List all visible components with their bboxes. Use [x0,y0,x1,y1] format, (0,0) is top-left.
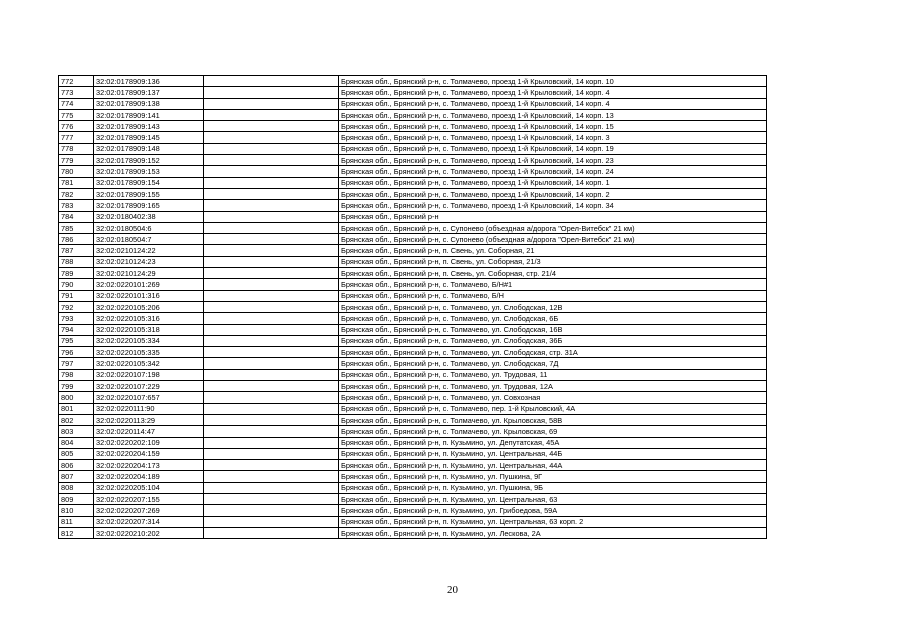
address: Брянская обл., Брянский р-н, с. Толмачево, Б/Н#1 [339,279,767,290]
empty-cell [204,166,339,177]
cadastral-number: 32:02:0220204:189 [94,471,204,482]
row-number: 812 [59,527,94,538]
address: Брянская обл., Брянский р-н, с. Толмачево, ул. Крыловская, 58В [339,414,767,425]
address: Брянская обл., Брянский р-н, с. Толмачево, ул. Крыловская, 69 [339,426,767,437]
address: Брянская обл., Брянский р-н, п. Кузьмино, ул. Центральная, 63 [339,493,767,504]
table-row [59,166,767,177]
address: Брянская обл., Брянский р-н, с. Толмачево, проезд 1-й Крыловский, 14 корп. 1 [339,177,767,188]
cadastral-number: 32:02:0220105:334 [94,335,204,346]
empty-cell [204,493,339,504]
cadastral-number: 32:02:0220105:342 [94,358,204,369]
table-row [59,313,767,324]
cadastral-number: 32:02:0180504:6 [94,222,204,233]
address: Брянская обл., Брянский р-н, с. Толмачево, проезд 1-й Крыловский, 14 корп. 19 [339,143,767,154]
empty-cell [204,268,339,279]
row-number: 796 [59,347,94,358]
empty-cell [204,471,339,482]
address: Брянская обл., Брянский р-н, с. Толмачево, проезд 1-й Крыловский, 14 корп. 3 [339,132,767,143]
cadastral-number: 32:02:0178909:165 [94,200,204,211]
cadastral-number: 32:02:0220207:314 [94,516,204,527]
row-number: 790 [59,279,94,290]
address: Брянская обл., Брянский р-н, с. Толмачево, ул. Слободская, 16В [339,324,767,335]
row-number: 785 [59,222,94,233]
table-row [59,155,767,166]
empty-cell [204,155,339,166]
row-number: 801 [59,403,94,414]
cadastral-number: 32:02:0220107:198 [94,369,204,380]
empty-cell [204,188,339,199]
row-number: 789 [59,268,94,279]
empty-cell [204,369,339,380]
address: Брянская обл., Брянский р-н, с. Толмачево, проезд 1-й Крыловский, 14 корп. 34 [339,200,767,211]
row-number: 792 [59,301,94,312]
empty-cell [204,279,339,290]
table-row [59,335,767,346]
row-number: 804 [59,437,94,448]
table-row [59,132,767,143]
table-row [59,460,767,471]
cadastral-number: 32:02:0220105:316 [94,313,204,324]
table-row [59,471,767,482]
table-row [59,414,767,425]
row-number: 807 [59,471,94,482]
row-number: 773 [59,87,94,98]
row-number: 808 [59,482,94,493]
table-row [59,256,767,267]
cadastral-number: 32:02:0178909:137 [94,87,204,98]
cadastral-number: 32:02:0220205:104 [94,482,204,493]
table-row [59,234,767,245]
table-row [59,426,767,437]
address: Брянская обл., Брянский р-н, п. Кузьмино, ул. Пушкина, 9Г [339,471,767,482]
row-number: 788 [59,256,94,267]
table-row [59,98,767,109]
empty-cell [204,313,339,324]
cadastral-register-table [58,75,767,539]
cadastral-number: 32:02:0220114:47 [94,426,204,437]
cadastral-number: 32:02:0220107:657 [94,392,204,403]
empty-cell [204,392,339,403]
empty-cell [204,516,339,527]
row-number: 786 [59,234,94,245]
empty-cell [204,177,339,188]
address: Брянская обл., Брянский р-н, с. Супонево (объездная а/дорога "Орел-Витебск" 21 км) [339,234,767,245]
address: Брянская обл., Брянский р-н, с. Толмачево, ул. Слободская, 6Б [339,313,767,324]
cadastral-number: 32:02:0178909:145 [94,132,204,143]
cadastral-number: 32:02:0220207:269 [94,505,204,516]
address: Брянская обл., Брянский р-н, с. Толмачево, ул. Слободская, стр. 31А [339,347,767,358]
empty-cell [204,426,339,437]
cadastral-number: 32:02:0220105:318 [94,324,204,335]
cadastral-number: 32:02:0220101:316 [94,290,204,301]
address: Брянская обл., Брянский р-н, с. Толмачево, ул. Трудовая, 11 [339,369,767,380]
empty-cell [204,98,339,109]
cadastral-number: 32:02:0210124:29 [94,268,204,279]
empty-cell [204,347,339,358]
row-number: 805 [59,448,94,459]
address: Брянская обл., Брянский р-н, п. Кузьмино, ул. Пушкина, 9Б [339,482,767,493]
table-row [59,290,767,301]
empty-cell [204,234,339,245]
table-row [59,76,767,87]
row-number: 782 [59,188,94,199]
row-number: 778 [59,143,94,154]
row-number: 809 [59,493,94,504]
row-number: 772 [59,76,94,87]
address: Брянская обл., Брянский р-н, п. Кузьмино, ул. Депутатская, 45А [339,437,767,448]
table-row [59,437,767,448]
cadastral-number: 32:02:0178909:138 [94,98,204,109]
empty-cell [204,437,339,448]
cadastral-number: 32:02:0178909:143 [94,121,204,132]
table-row [59,358,767,369]
row-number: 793 [59,313,94,324]
table-row [59,87,767,98]
row-number: 775 [59,109,94,120]
cadastral-number: 32:02:0220204:159 [94,448,204,459]
empty-cell [204,505,339,516]
empty-cell [204,76,339,87]
cadastral-number: 32:02:0220105:335 [94,347,204,358]
table-row [59,392,767,403]
cadastral-number: 32:02:0220107:229 [94,381,204,392]
cadastral-number: 32:02:0210124:23 [94,256,204,267]
cadastral-number: 32:02:0220111:90 [94,403,204,414]
address: Брянская обл., Брянский р-н, п. Свень, ул. Соборная, 21/3 [339,256,767,267]
empty-cell [204,290,339,301]
cadastral-number: 32:02:0220113:29 [94,414,204,425]
empty-cell [204,301,339,312]
table-row [59,268,767,279]
empty-cell [204,335,339,346]
cadastral-number: 32:02:0180402:38 [94,211,204,222]
table-body [59,76,767,539]
cadastral-number: 32:02:0180504:7 [94,234,204,245]
cadastral-number: 32:02:0178909:155 [94,188,204,199]
address: Брянская обл., Брянский р-н, с. Супонево (объездная а/дорога "Орел-Витебск" 21 км) [339,222,767,233]
address: Брянская обл., Брянский р-н, с. Толмачево, ул. Слободская, 7Д [339,358,767,369]
row-number: 784 [59,211,94,222]
empty-cell [204,414,339,425]
address: Брянская обл., Брянский р-н, с. Толмачево, проезд 1-й Крыловский, 14 корп. 4 [339,87,767,98]
cadastral-number: 32:02:0178909:136 [94,76,204,87]
table-row [59,324,767,335]
row-number: 779 [59,155,94,166]
table-row [59,245,767,256]
empty-cell [204,245,339,256]
address: Брянская обл., Брянский р-н, п. Кузьмино, ул. Центральная, 63 корп. 2 [339,516,767,527]
table-row [59,279,767,290]
address: Брянская обл., Брянский р-н, п. Свень, ул. Соборная, 21 [339,245,767,256]
cadastral-number: 32:02:0220204:173 [94,460,204,471]
row-number: 787 [59,245,94,256]
table-row [59,188,767,199]
table-row [59,381,767,392]
row-number: 794 [59,324,94,335]
table-row [59,177,767,188]
cadastral-number: 32:02:0178909:154 [94,177,204,188]
empty-cell [204,132,339,143]
empty-cell [204,381,339,392]
empty-cell [204,256,339,267]
address: Брянская обл., Брянский р-н, с. Толмачево, проезд 1-й Крыловский, 14 корп. 15 [339,121,767,132]
cadastral-number: 32:02:0220207:155 [94,493,204,504]
page-number: 20 [447,584,458,596]
empty-cell [204,403,339,414]
row-number: 777 [59,132,94,143]
row-number: 803 [59,426,94,437]
address: Брянская обл., Брянский р-н, с. Толмачево, пер. 1-й Крыловский, 4А [339,403,767,414]
row-number: 797 [59,358,94,369]
address: Брянская обл., Брянский р-н, п. Кузьмино, ул. Лескова, 2А [339,527,767,538]
address: Брянская обл., Брянский р-н, с. Толмачево, Б/Н [339,290,767,301]
address: Брянская обл., Брянский р-н, с. Толмачево, ул. Совхозная [339,392,767,403]
address: Брянская обл., Брянский р-н, с. Толмачево, проезд 1-й Крыловский, 14 корп. 10 [339,76,767,87]
row-number: 806 [59,460,94,471]
address: Брянская обл., Брянский р-н, с. Толмачево, ул. Слободская, 36Б [339,335,767,346]
row-number: 774 [59,98,94,109]
cadastral-number: 32:02:0220210:202 [94,527,204,538]
address: Брянская обл., Брянский р-н, с. Толмачево, ул. Слободская, 12В [339,301,767,312]
cadastral-number: 32:02:0220105:206 [94,301,204,312]
row-number: 783 [59,200,94,211]
row-number: 802 [59,414,94,425]
cadastral-number: 32:02:0178909:141 [94,109,204,120]
table-row [59,493,767,504]
address: Брянская обл., Брянский р-н, с. Толмачево, проезд 1-й Крыловский, 14 корп. 24 [339,166,767,177]
table-row [59,403,767,414]
cadastral-number: 32:02:0220101:269 [94,279,204,290]
address: Брянская обл., Брянский р-н, п. Кузьмино, ул. Центральная, 44Б [339,448,767,459]
table-row [59,516,767,527]
empty-cell [204,200,339,211]
cadastral-number: 32:02:0178909:148 [94,143,204,154]
address: Брянская обл., Брянский р-н, с. Толмачево, проезд 1-й Крыловский, 14 корп. 4 [339,98,767,109]
empty-cell [204,460,339,471]
address: Брянская обл., Брянский р-н, с. Толмачево, проезд 1-й Крыловский, 14 корп. 2 [339,188,767,199]
row-number: 800 [59,392,94,403]
cadastral-number: 32:02:0178909:153 [94,166,204,177]
table-row [59,448,767,459]
address: Брянская обл., Брянский р-н, с. Толмачево, проезд 1-й Крыловский, 14 корп. 23 [339,155,767,166]
row-number: 799 [59,381,94,392]
table-row [59,527,767,538]
row-number: 798 [59,369,94,380]
table-row [59,143,767,154]
row-number: 791 [59,290,94,301]
row-number: 776 [59,121,94,132]
address: Брянская обл., Брянский р-н, п. Свень, ул. Соборная, стр. 21/4 [339,268,767,279]
row-number: 811 [59,516,94,527]
table-row [59,222,767,233]
empty-cell [204,358,339,369]
table-row [59,301,767,312]
address: Брянская обл., Брянский р-н, п. Кузьмино, ул. Центральная, 44А [339,460,767,471]
empty-cell [204,87,339,98]
empty-cell [204,527,339,538]
table-row [59,211,767,222]
empty-cell [204,143,339,154]
cadastral-number: 32:02:0178909:152 [94,155,204,166]
empty-cell [204,121,339,132]
table-row [59,505,767,516]
row-number: 795 [59,335,94,346]
table-row [59,121,767,132]
address: Брянская обл., Брянский р-н, с. Толмачево, ул. Трудовая, 12А [339,381,767,392]
table-row [59,200,767,211]
empty-cell [204,482,339,493]
empty-cell [204,222,339,233]
row-number: 810 [59,505,94,516]
address: Брянская обл., Брянский р-н, с. Толмачево, проезд 1-й Крыловский, 14 корп. 13 [339,109,767,120]
address: Брянская обл., Брянский р-н [339,211,767,222]
row-number: 780 [59,166,94,177]
empty-cell [204,109,339,120]
table-row [59,369,767,380]
table-row [59,347,767,358]
empty-cell [204,211,339,222]
address: Брянская обл., Брянский р-н, п. Кузьмино, ул. Грибоедова, 59А [339,505,767,516]
empty-cell [204,324,339,335]
table-row [59,482,767,493]
row-number: 781 [59,177,94,188]
empty-cell [204,448,339,459]
table-row [59,109,767,120]
cadastral-number: 32:02:0210124:22 [94,245,204,256]
cadastral-number: 32:02:0220202:109 [94,437,204,448]
